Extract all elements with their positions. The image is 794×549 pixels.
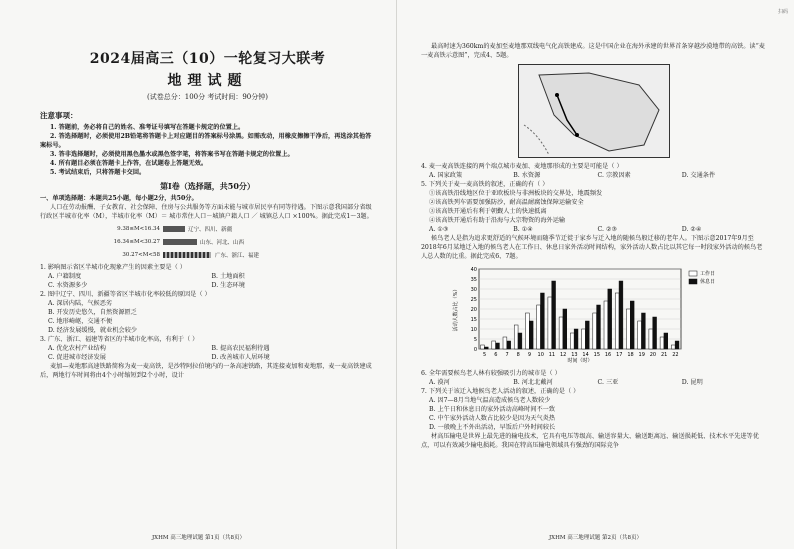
page-footer: JXHM 高三地理试题 第1页（共8页） (151, 535, 246, 541)
city-dot (575, 133, 579, 137)
option[interactable]: D. 改善城市人居环境 (211, 354, 270, 361)
option[interactable]: D. 经济发展缓慢，就业机会较少 (48, 327, 138, 334)
data-bar (638, 321, 642, 349)
option[interactable]: C. 地形崎岖，交通不便 (48, 318, 113, 325)
question-4: 4. 麦一麦高铁连接的两个端点城市麦加、麦地那形成的主要是可能是（ ） (421, 163, 623, 170)
y-tick-label: 35 (470, 277, 477, 283)
option[interactable]: C. ②③ (597, 226, 618, 233)
x-tick-label: 11 (548, 352, 556, 358)
question-5: 5. 下列关于麦一麦高铁的叙述，正确的有（ ） (421, 181, 549, 188)
data-bar (641, 313, 645, 349)
option[interactable]: C. 水资源多少 (48, 282, 88, 289)
data-bar (585, 321, 589, 349)
part-heading: 一、单项选择题：本题共25小题，每小题2分，共50分。 (40, 195, 198, 202)
data-bar (597, 305, 601, 349)
y-axis-label: 活动人数占比（%） (453, 286, 459, 332)
railway-map (518, 64, 670, 158)
option[interactable]: C. 三亚 (597, 379, 619, 386)
data-bar (540, 293, 544, 349)
x-tick-label: 16 (604, 352, 612, 358)
question-2: 2. 图中辽宁、四川、新疆等省区半城市化率较低的原因是（ ） (40, 291, 211, 298)
option[interactable]: D. ②④ (681, 226, 702, 233)
y-tick-label: 5 (473, 337, 477, 343)
y-tick-label: 30 (470, 287, 477, 293)
option[interactable]: C. 中午家外活动人数占比较少是因为天气炎热 (429, 415, 556, 422)
option[interactable]: A. ①③ (429, 226, 449, 233)
passage: 最高时速为360km的麦加至麦地那双线电气化高铁建成。这是中国企业在海外承建的世界首条穿越沙漠地带的高铁。读“麦一麦高铁示意图”，完成4、5题。 (421, 43, 765, 59)
question-3-options (40, 344, 375, 362)
x-axis-label: 时间（时） (567, 358, 593, 363)
range-bar (163, 226, 185, 232)
passage: 候鸟老人是指为追求更舒适的气候环境而随季节迁徙于家乡与迁入地的随候鸟般迁移的老年人。下图示意2017年9月至2018年6月某地迁入地的候鸟老人在工作日、休息日家外活动时间结构，家外活动人数占比以其它每一时段家外活动的候鸟老人总人数的比重。据此完成6、7题。 (421, 235, 763, 260)
data-bar (582, 329, 586, 349)
option[interactable]: A. 因7—8月当地气温高造成候鸟老人数较少 (429, 397, 551, 404)
data-bar (563, 309, 567, 349)
question-6-options (421, 378, 766, 387)
y-tick-label: 20 (470, 307, 477, 313)
data-bar (514, 325, 518, 349)
question-7-options (421, 396, 766, 432)
question-2-options (40, 299, 375, 335)
question-7: 7. 下列关于该迁入地候鸟老人活动的叙述，正确的是（ ） (421, 388, 580, 395)
data-bar (619, 281, 623, 349)
x-tick-label: 9 (527, 352, 532, 358)
region-label: 广东、浙江、福建 (215, 253, 260, 259)
option[interactable]: A. 户籍制度 (48, 273, 82, 280)
range-label: 16.34≤M<30.27 (113, 239, 160, 245)
data-bar (608, 289, 612, 349)
data-bar (548, 297, 552, 349)
qr-stamp: 扫码 (777, 9, 788, 15)
notice-item: 3. 答非选择题时，必须使用黑色墨水或黑色签字笔，将答案书写在答题卡规定的位置上。 (50, 151, 294, 158)
figure-row (100, 238, 375, 246)
x-tick-label: 5 (483, 352, 487, 358)
question-3: 3. 广东、浙江、福建等省区的半城市化率高，有利于（ ） (40, 336, 199, 343)
option[interactable]: D. 生态环境 (211, 282, 245, 289)
legend-label: 休息日 (700, 279, 716, 285)
option[interactable]: B. 河北北戴河 (513, 379, 553, 386)
page-2 (397, 0, 794, 549)
exam-meta: (试卷总分：100分 考试时间：90分钟) (147, 93, 268, 101)
x-tick-label: 14 (582, 352, 589, 358)
exam-subject: 地理试题 (167, 73, 248, 89)
data-bar (626, 309, 630, 349)
data-bar (518, 333, 522, 349)
x-tick-label: 8 (516, 352, 520, 358)
notice-item: 2. 答选择题时，必须使用2B铅笔将答题卡上对应题目的答案标号涂黑。如需改动，用橡皮擦擦干净后，再选涂其他答案标号。 (40, 133, 372, 149)
option[interactable]: B. ①④ (513, 226, 533, 233)
data-bar (525, 313, 529, 349)
data-bar (484, 347, 488, 349)
y-tick-label: 15 (470, 317, 477, 323)
data-bar (503, 337, 507, 349)
page-footer: JXHM 高三地理试题 第2页（共8页） (548, 535, 643, 541)
map-drawing (519, 65, 669, 157)
passage: 麦加—麦地那高速铁路简称为麦一麦高铁，是沙特阿拉伯境内的一条高速铁路，其连接麦加和麦地那，麦一麦高铁建成后，两地行车时间将由4个小时缩短到2个小时，设计 (40, 363, 372, 379)
y-tick-label: 10 (470, 327, 477, 333)
option[interactable]: A. 深居内陆，气候恶劣 (48, 300, 113, 307)
figure-row (100, 225, 375, 233)
statement: ②该高铁列车需要加强防沙，耐高温耐腐蚀保障运输安全 (429, 199, 584, 206)
option[interactable]: C. 宗教因素 (597, 172, 631, 179)
data-bar (649, 329, 653, 349)
data-bar (630, 301, 634, 349)
data-bar (675, 341, 679, 349)
notice-item: 4. 所有题目必须在答题卡上作答，在试题卷上答题无效。 (50, 160, 208, 167)
notice-heading: 注意事项： (40, 111, 78, 120)
data-bar (615, 293, 619, 349)
option[interactable]: B. 提高农民福利待遇 (211, 345, 270, 352)
option[interactable]: B. 上午日和休息日的家外活动高峰时间不一致 (429, 406, 556, 413)
x-tick-label: 10 (537, 352, 544, 358)
x-tick-label: 7 (505, 352, 509, 358)
data-bar (653, 317, 657, 349)
range-label: 9.38≤M<16.34 (117, 226, 160, 232)
exam-title: 2024届高三（10）一轮复习大联考 (89, 51, 326, 67)
region-label: 辽宁、四川、新疆 (188, 227, 233, 233)
x-tick-label: 18 (627, 352, 634, 358)
question-5-options (421, 225, 766, 234)
data-bar (552, 281, 556, 349)
x-tick-label: 15 (593, 352, 601, 358)
question-1: 1. 影响图示省区半城市化现象产生的因素主要是（ ） (40, 264, 186, 271)
coastline (524, 125, 549, 155)
option[interactable]: D. 昆明 (681, 379, 703, 386)
option[interactable]: A. 优化农村产业结构 (48, 345, 106, 352)
statement: ①该高铁沿线地区位于亚欧板块与非洲板块的交界处，地震频发 (429, 190, 603, 197)
x-tick-label: 6 (494, 352, 498, 358)
urbanization-figure (100, 225, 375, 259)
y-tick-label: 25 (470, 297, 477, 303)
legend-swatch (689, 271, 697, 276)
x-tick-label: 19 (638, 352, 645, 358)
question-intro: 人口在劳动报酬、子女教育、社会保障、住房与公共服务等方面未能与城市居民享有同等待遇。下图示意我国部分省级行政区半城市化率（M），半城市化率（M）＝ 城市常住人口－城镇户籍人口 ／ 城镇总人口 ×100%。据此完成1～3题。 (40, 204, 373, 220)
data-bar (660, 337, 664, 349)
option[interactable]: B. 开发历史悠久，自然资源匮乏 (48, 309, 137, 316)
data-bar (537, 305, 541, 349)
data-bar (507, 341, 511, 349)
option[interactable]: A. 国家政策 (429, 172, 463, 179)
question-1-options (40, 272, 375, 290)
option[interactable]: C. 促进城市经济发展 (48, 354, 106, 361)
legend-label: 工作日 (700, 271, 716, 277)
range-bar (163, 239, 197, 245)
option[interactable]: D. 交通条件 (681, 172, 716, 179)
option[interactable]: B. 土地面积 (211, 273, 245, 280)
data-bar (604, 301, 608, 349)
data-bar (574, 329, 578, 349)
x-tick-label: 21 (660, 352, 668, 358)
data-bar (671, 345, 675, 349)
activity-chart (451, 263, 766, 367)
notice-item: 1. 答题前，务必将自己的姓名、准考证号填写在答题卡规定的位置上。 (50, 124, 245, 131)
data-bar (570, 333, 574, 349)
y-tick-label: 0 (473, 347, 477, 353)
bar-chart (451, 263, 751, 363)
x-tick-label: 20 (649, 352, 657, 358)
question-6: 6. 全年需要候鸟老人林有较强吸引力的城市是（ ） (421, 370, 561, 377)
x-tick-label: 22 (672, 352, 679, 358)
data-bar (559, 317, 563, 349)
question-5-statements (421, 189, 766, 225)
y-tick-label: 40 (470, 267, 477, 273)
option[interactable]: B. 水资源 (513, 172, 541, 179)
range-label: 30.27<M<58 (122, 252, 160, 258)
x-tick-label: 17 (616, 352, 623, 358)
region-label: 山东、河北、山西 (200, 240, 245, 246)
legend-swatch (689, 279, 697, 284)
x-tick-label: 13 (571, 352, 578, 358)
data-bar (481, 345, 485, 349)
data-bar (492, 341, 496, 349)
section-heading: 第Ⅰ卷（选择题，共50分） (160, 181, 255, 191)
city-dot (555, 93, 559, 97)
range-bar (163, 252, 211, 258)
statement: ④该高铁开通后有助于沿海与大宗物资的海外运输 (429, 217, 566, 224)
notice-item: 5. 考试结束后，只将答题卡交回。 (50, 169, 146, 176)
data-bar (529, 321, 533, 349)
x-tick-label: 12 (559, 352, 567, 358)
figure-row (100, 251, 375, 259)
option[interactable]: D. 一般晚上不外出活动，早饭后户外时间较长 (429, 424, 556, 431)
passage: 材高压输电是世界上最先进的输电技术，它具有电压等级高、输送容量大、输送距离远、输送损耗低、技术水平先进等优点，可以有效减少输电损耗。我国在特高压输电领域具有强劲的国际竞争 (421, 433, 759, 449)
data-bar (496, 343, 500, 349)
question-4-options (421, 171, 766, 180)
data-bar (664, 333, 668, 349)
peninsula-outline (539, 73, 659, 151)
option[interactable]: A. 漠河 (429, 379, 450, 386)
statement: ③该高铁开通后有利于朝觐人士的快速抵离 (429, 208, 547, 215)
data-bar (593, 313, 597, 349)
